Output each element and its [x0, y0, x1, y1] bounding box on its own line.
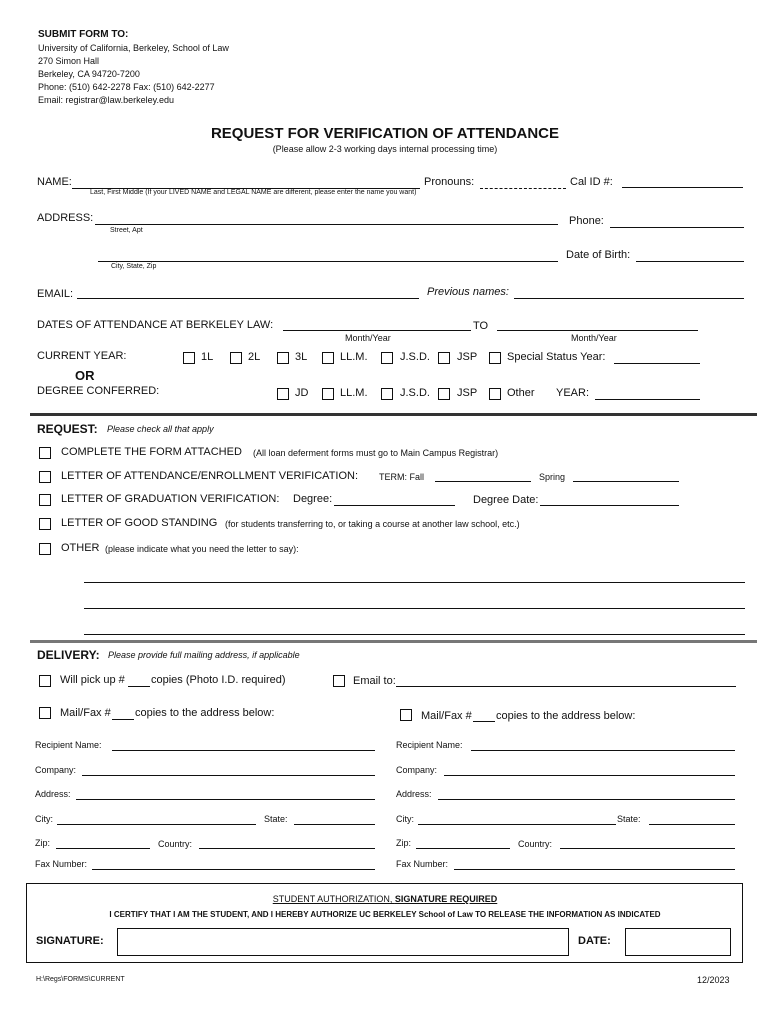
spring-field[interactable] — [573, 481, 679, 482]
date-field[interactable] — [625, 928, 731, 956]
attendance-letter-label: LETTER OF ATTENDANCE/ENROLLMENT VERIFICATION: — [61, 470, 359, 482]
dob-field[interactable] — [636, 261, 744, 262]
degree-request-label: Degree: — [293, 493, 333, 505]
section-divider-request — [30, 413, 757, 416]
checkbox-jsd-current[interactable] — [381, 352, 393, 364]
delivery-hint: Please provide full mailing address, if applicable — [108, 650, 300, 660]
option-1l-label: 1L — [201, 351, 214, 363]
year-label: YEAR: — [556, 387, 590, 399]
right-zip-field[interactable] — [416, 848, 510, 849]
email-to-label: Email to: — [353, 675, 396, 687]
pronouns-label: Pronouns: — [424, 176, 475, 188]
option-llm-degree-label: LL.M. — [340, 387, 368, 399]
checkbox-other-degree[interactable] — [489, 388, 501, 400]
option-jsp-current-label: JSP — [457, 351, 478, 363]
mailfax-right-label-b: copies to the address below: — [496, 710, 636, 722]
option-llm-current-label: LL.M. — [340, 351, 368, 363]
city-state-zip-field[interactable] — [98, 261, 558, 262]
right-country-field[interactable] — [560, 848, 735, 849]
signature-field[interactable] — [117, 928, 569, 956]
checkbox-special-status[interactable] — [489, 352, 501, 364]
dates-label: DATES OF ATTENDANCE AT BERKELEY LAW: — [37, 319, 274, 331]
pickup-copies-field[interactable] — [128, 686, 150, 687]
option-2l-label: 2L — [248, 351, 261, 363]
option-jsp-degree-label: JSP — [457, 387, 478, 399]
left-company-field[interactable] — [82, 775, 375, 776]
right-zip-label: Zip: — [396, 838, 412, 848]
left-address-field[interactable] — [76, 799, 375, 800]
good-standing-label: LETTER OF GOOD STANDING — [61, 517, 218, 529]
pickup-label-b: copies (Photo I.D. required) — [151, 674, 286, 686]
footer-date: 12/2023 — [697, 975, 730, 985]
email-to-field[interactable] — [396, 686, 736, 687]
degree-request-field[interactable] — [334, 505, 455, 506]
page-subtitle: (Please allow 2-3 working days internal processing time) — [272, 144, 498, 154]
right-city-field[interactable] — [418, 824, 616, 825]
degree-date-field[interactable] — [540, 505, 679, 506]
mailfax-right-label-a: Mail/Fax # — [421, 710, 472, 722]
right-country-label: Country: — [518, 839, 553, 849]
calid-field[interactable] — [622, 187, 743, 188]
checkbox-llm-current[interactable] — [322, 352, 334, 364]
pronouns-field[interactable] — [480, 188, 566, 189]
right-fax-field[interactable] — [454, 869, 735, 870]
left-country-label: Country: — [158, 839, 193, 849]
checkbox-2l[interactable] — [230, 352, 242, 364]
option-3l-label: 3L — [295, 351, 308, 363]
degree-conferred-label: DEGREE CONFERRED: — [37, 385, 160, 397]
right-state-field[interactable] — [649, 824, 735, 825]
submit-heading: SUBMIT FORM TO: — [38, 29, 129, 40]
name-label: NAME: — [37, 176, 72, 188]
previous-names-field[interactable] — [514, 298, 744, 299]
degree-date-label: Degree Date: — [473, 494, 539, 506]
other-request-line-3[interactable] — [84, 634, 745, 635]
name-hint: Last, First Middle (If your LIVED NAME and LEGAL NAME are different, please enter the name you want) — [90, 189, 417, 196]
page-title: REQUEST FOR VERIFICATION OF ATTENDANCE — [210, 125, 560, 142]
submit-line-city: Berkeley, CA 94720-7200 — [38, 69, 140, 79]
email-field[interactable] — [77, 298, 419, 299]
address-label: ADDRESS: — [37, 212, 94, 224]
checkbox-pickup[interactable] — [39, 675, 51, 687]
checkbox-complete-form[interactable] — [39, 447, 51, 459]
left-city-label: City: — [35, 814, 53, 824]
authorization-heading — [0, 894, 770, 904]
current-year-label: CURRENT YEAR: — [37, 350, 127, 362]
special-status-label: Special Status Year: — [507, 351, 606, 363]
pickup-label-a: Will pick up # — [60, 674, 125, 686]
phone-label: Phone: — [569, 215, 604, 227]
date-from-field[interactable] — [283, 330, 471, 331]
right-recipient-label: Recipient Name: — [396, 740, 463, 750]
mailfax-left-label-a: Mail/Fax # — [60, 707, 111, 719]
certify-statement: I CERTIFY THAT I AM THE STUDENT, AND I HEREBY AUTHORIZE UC BERKELEY School of Law TO RELEASE THE INFORMATION AS INDICATED — [109, 910, 661, 919]
checkbox-mailfax-right[interactable] — [400, 709, 412, 721]
term-fall-label: TERM: Fall — [379, 472, 424, 482]
checkbox-jsp-current[interactable] — [438, 352, 450, 364]
left-recipient-field[interactable] — [112, 750, 375, 751]
right-fax-label: Fax Number: — [396, 859, 449, 869]
city-hint: City, State, Zip — [111, 263, 157, 270]
other-request-note: (please indicate what you need the letter to say): — [105, 544, 299, 554]
street-hint: Street, Apt — [110, 227, 143, 234]
other-request-label: OTHER — [61, 542, 100, 554]
left-zip-label: Zip: — [35, 838, 51, 848]
option-other-degree-label: Other — [507, 387, 535, 399]
checkbox-llm-degree[interactable] — [322, 388, 334, 400]
option-jsd-current-label: J.S.D. — [400, 351, 430, 363]
left-country-field[interactable] — [199, 848, 375, 849]
month-year-hint-from: Month/Year — [345, 333, 391, 343]
checkbox-jd[interactable] — [277, 388, 289, 400]
complete-form-note: (All loan deferment forms must go to Main Campus Registrar) — [253, 448, 499, 458]
mailfax-right-copies-field[interactable] — [473, 721, 495, 722]
checkbox-3l[interactable] — [277, 352, 289, 364]
mailfax-left-copies-field[interactable] — [112, 719, 134, 720]
previous-names-label: Previous names: — [427, 286, 509, 298]
submit-line-email: Email: registrar@law.berkeley.edu — [38, 95, 175, 105]
request-hint: Please check all that apply — [107, 424, 214, 434]
right-city-label: City: — [396, 814, 414, 824]
date-to-field[interactable] — [497, 330, 698, 331]
other-request-line-2[interactable] — [84, 608, 745, 609]
date-label: DATE: — [578, 935, 611, 947]
left-company-label: Company: — [35, 765, 77, 775]
checkbox-email-to[interactable] — [333, 675, 345, 687]
option-jsd-degree-label: J.S.D. — [400, 387, 430, 399]
right-recipient-field[interactable] — [471, 750, 735, 751]
checkbox-graduation-letter[interactable] — [39, 494, 51, 506]
signature-label: SIGNATURE: — [36, 935, 104, 947]
checkbox-jsd-degree[interactable] — [381, 388, 393, 400]
option-jd-label: JD — [295, 387, 309, 399]
submit-line-institution: University of California, Berkeley, School of Law — [38, 43, 229, 53]
checkbox-attendance-letter[interactable] — [39, 471, 51, 483]
authorization-heading-a: STUDENT AUTHORIZATION, — [272, 894, 395, 904]
checkbox-other-request[interactable] — [39, 543, 51, 555]
footer-path: H:\Regs\FORMS\CURRENT — [36, 976, 125, 983]
right-address-label: Address: — [396, 789, 432, 799]
to-label: TO — [473, 320, 489, 332]
right-company-field[interactable] — [444, 775, 735, 776]
email-label: EMAIL: — [37, 288, 74, 300]
submit-line-street: 270 Simon Hall — [38, 56, 100, 66]
term-fall-field[interactable] — [435, 481, 531, 482]
checkbox-jsp-degree[interactable] — [438, 388, 450, 400]
left-state-label: State: — [264, 814, 288, 824]
left-zip-field[interactable] — [56, 848, 150, 849]
left-fax-label: Fax Number: — [35, 859, 88, 869]
special-status-field[interactable] — [614, 363, 700, 364]
checkbox-good-standing[interactable] — [39, 518, 51, 530]
graduation-letter-label: LETTER OF GRADUATION VERIFICATION: — [61, 493, 280, 505]
right-address-field[interactable] — [438, 799, 735, 800]
authorization-heading-b: SIGNATURE REQUIRED — [394, 894, 498, 904]
calid-label: Cal ID #: — [570, 176, 613, 188]
delivery-heading: DELIVERY: — [37, 648, 100, 662]
other-request-line-1[interactable] — [84, 582, 745, 583]
left-recipient-label: Recipient Name: — [35, 740, 102, 750]
year-field[interactable] — [595, 399, 700, 400]
request-heading: REQUEST: — [37, 422, 98, 436]
mailfax-left-label-b: copies to the address below: — [135, 707, 275, 719]
month-year-hint-to: Month/Year — [571, 333, 617, 343]
submit-line-phone: Phone: (510) 642-2278 Fax: (510) 642-2277 — [38, 82, 215, 92]
left-fax-field[interactable] — [92, 869, 375, 870]
checkbox-1l[interactable] — [183, 352, 195, 364]
section-divider-delivery — [30, 640, 757, 643]
phone-field[interactable] — [610, 227, 744, 228]
or-label: OR — [75, 368, 95, 383]
dob-label: Date of Birth: — [566, 249, 631, 261]
left-city-field[interactable] — [57, 824, 256, 825]
left-address-label: Address: — [35, 789, 71, 799]
right-state-label: State: — [617, 814, 641, 824]
complete-form-label: COMPLETE THE FORM ATTACHED — [61, 446, 242, 458]
checkbox-mailfax-left[interactable] — [39, 707, 51, 719]
spring-label: Spring — [539, 472, 566, 482]
right-company-label: Company: — [396, 765, 438, 775]
street-field[interactable] — [95, 224, 558, 225]
left-state-field[interactable] — [294, 824, 375, 825]
good-standing-note: (for students transferring to, or taking a course at another law school, etc.) — [225, 519, 520, 529]
